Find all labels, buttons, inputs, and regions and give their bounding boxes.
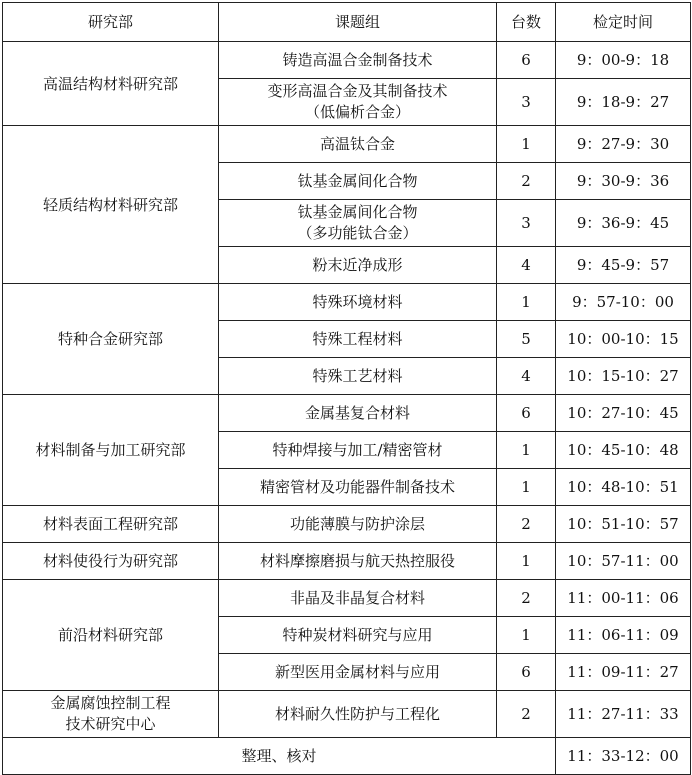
cell-line: 技术研究中心 — [65, 715, 156, 733]
cell-line: 材料耐久性防护与工程化 — [274, 705, 440, 723]
header-count: 台数 — [497, 3, 556, 42]
time-cell: 10：27-10：45 — [556, 395, 691, 432]
group-cell — [219, 543, 497, 580]
time-cell: 11：00-11：06 — [556, 580, 691, 617]
time-cell: 9：27-9：30 — [556, 126, 691, 163]
cell-line: 材料使役行为研究部 — [42, 552, 178, 570]
cell-line: 金属基复合材料 — [304, 404, 410, 422]
department-cell — [3, 691, 219, 738]
count-cell: 1 — [497, 126, 556, 163]
group-cell — [219, 163, 497, 200]
cell-line: （低偏析合金） — [304, 103, 410, 121]
cell-line: （多功能钛合金） — [297, 224, 418, 242]
cell-line: 高温钛合金 — [319, 135, 395, 153]
time-cell: 9：00-9：18 — [556, 42, 691, 79]
group-cell — [219, 395, 497, 432]
time-cell: 10：51-10：57 — [556, 506, 691, 543]
group-cell — [219, 284, 497, 321]
cell-line: 高温结构材料研究部 — [42, 74, 178, 93]
department-cell — [3, 42, 219, 126]
group-cell — [219, 247, 497, 284]
group-cell — [219, 432, 497, 469]
cell-line: 前沿材料研究部 — [57, 626, 163, 644]
count-cell: 1 — [497, 284, 556, 321]
count-cell: 3 — [497, 79, 556, 126]
time-cell: 10：15-10：27 — [556, 358, 691, 395]
group-cell — [219, 654, 497, 691]
table-row — [3, 543, 691, 580]
time-cell: 11：09-11：27 — [556, 654, 691, 691]
cell-line: 非晶及非晶复合材料 — [289, 589, 425, 607]
group-cell — [219, 79, 497, 126]
header-time: 检定时间 — [556, 3, 691, 42]
cell-line: 特殊工程材料 — [312, 330, 403, 348]
count-cell: 2 — [497, 506, 556, 543]
count-cell: 6 — [497, 654, 556, 691]
footer-row — [3, 738, 691, 775]
table-row — [3, 395, 691, 432]
time-cell: 9：36-9：45 — [556, 200, 691, 247]
group-cell — [219, 321, 497, 358]
cell-line: 铸造高温合金制备技术 — [282, 51, 433, 69]
time-cell: 9：30-9：36 — [556, 163, 691, 200]
group-cell — [219, 126, 497, 163]
department-cell — [3, 395, 219, 506]
table-row — [3, 506, 691, 543]
department-cell — [3, 284, 219, 395]
time-cell: 10：00-10：15 — [556, 321, 691, 358]
footer-label: 整理、核对 — [3, 738, 556, 775]
count-cell: 1 — [497, 617, 556, 654]
group-cell — [219, 358, 497, 395]
cell-line: 材料摩擦磨损与航天热控服役 — [259, 552, 455, 570]
cell-line: 精密管材及功能器件制备技术 — [259, 478, 455, 496]
count-cell: 1 — [497, 432, 556, 469]
cell-line: 材料制备与加工研究部 — [35, 441, 186, 459]
group-cell — [219, 506, 497, 543]
cell-line: 特种炭材料研究与应用 — [282, 626, 433, 644]
cell-line: 材料表面工程研究部 — [42, 515, 178, 533]
time-cell: 10：48-10：51 — [556, 469, 691, 506]
table-row — [3, 580, 691, 617]
header-department: 研究部 — [3, 3, 219, 42]
time-cell: 9：57-10：00 — [556, 284, 691, 321]
time-cell: 11：06-11：09 — [556, 617, 691, 654]
cell-line: 轻质结构材料研究部 — [42, 195, 178, 214]
table-row — [3, 284, 691, 321]
schedule-body — [3, 42, 691, 775]
count-cell: 1 — [497, 543, 556, 580]
group-cell — [219, 469, 497, 506]
cell-line: 特殊工艺材料 — [312, 367, 403, 385]
group-cell — [219, 691, 497, 738]
count-cell: 5 — [497, 321, 556, 358]
cell-line: 新型医用金属材料与应用 — [274, 663, 440, 681]
count-cell: 6 — [497, 42, 556, 79]
cell-line: 粉末近净成形 — [312, 256, 403, 274]
cell-line: 功能薄膜与防护涂层 — [289, 515, 425, 533]
group-cell — [219, 580, 497, 617]
time-cell: 10：57-11：00 — [556, 543, 691, 580]
department-cell — [3, 543, 219, 580]
department-cell — [3, 506, 219, 543]
table-row — [3, 42, 691, 79]
schedule-table — [2, 2, 691, 775]
time-cell: 10：45-10：48 — [556, 432, 691, 469]
time-cell: 9：18-9：27 — [556, 79, 691, 126]
group-cell — [219, 617, 497, 654]
group-cell — [219, 42, 497, 79]
time-cell: 11：27-11：33 — [556, 691, 691, 738]
count-cell: 1 — [497, 469, 556, 506]
header-row — [3, 3, 691, 42]
footer-time: 11：33-12：00 — [556, 738, 691, 775]
header-group: 课题组 — [219, 3, 497, 42]
cell-line: 变形高温合金及其制备技术 — [267, 82, 448, 100]
cell-line: 钛基金属间化合物 — [297, 203, 418, 221]
count-cell: 4 — [497, 247, 556, 284]
count-cell: 3 — [497, 200, 556, 247]
time-cell: 9：45-9：57 — [556, 247, 691, 284]
count-cell: 4 — [497, 358, 556, 395]
cell-line: 特种焊接与加工/精密管材 — [272, 441, 443, 459]
table-row — [3, 691, 691, 738]
group-cell — [219, 200, 497, 247]
department-cell — [3, 126, 219, 284]
count-cell: 6 — [497, 395, 556, 432]
table-row — [3, 126, 691, 163]
count-cell: 2 — [497, 163, 556, 200]
cell-line: 特殊环境材料 — [312, 293, 403, 311]
count-cell: 2 — [497, 691, 556, 738]
cell-line: 特种合金研究部 — [57, 330, 163, 348]
department-cell — [3, 580, 219, 691]
cell-line: 钛基金属间化合物 — [297, 172, 418, 190]
count-cell: 2 — [497, 580, 556, 617]
cell-line: 金属腐蚀控制工程 — [50, 694, 171, 712]
